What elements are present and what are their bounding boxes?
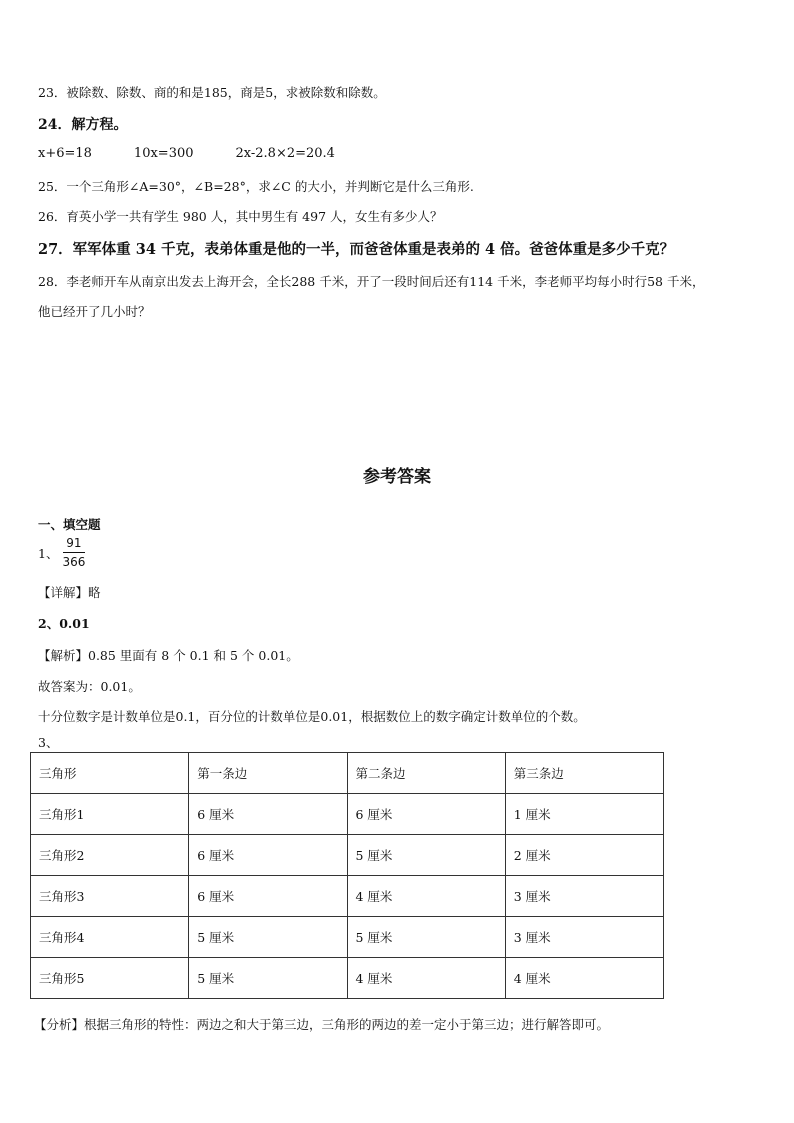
table-header-cell: 第二条边 — [347, 753, 505, 794]
answer-2-label: 2、0.01 — [38, 616, 90, 631]
table-cell: 5 厘米 — [347, 835, 505, 876]
question-23: 23．被除数、除数、商的和是185，商是5，求被除数和除数。 — [38, 85, 386, 100]
question-25: 25．一个三角形∠A=30°，∠B=28°，求∠C 的大小，并判断它是什么三角形. — [38, 179, 474, 194]
table-cell: 5 厘米 — [189, 917, 347, 958]
table-cell: 三角形2 — [31, 835, 189, 876]
table-header-cell: 第一条边 — [189, 753, 347, 794]
table-cell: 4 厘米 — [347, 876, 505, 917]
table-cell: 三角形5 — [31, 958, 189, 999]
table-row — [31, 876, 664, 917]
question-28-line2: 他已经开了几小时？ — [38, 304, 151, 319]
table-cell: 三角形3 — [31, 876, 189, 917]
answers-heading: 参考答案 — [363, 467, 431, 487]
table-header-cell: 三角形 — [31, 753, 189, 794]
answer-2-answer: 故答案为：0.01。 — [38, 679, 141, 694]
equation-1: x+6=18 — [38, 146, 92, 161]
section-fill-blank: 一、填空题 — [38, 517, 101, 532]
table-cell: 6 厘米 — [189, 876, 347, 917]
table-cell: 三角形4 — [31, 917, 189, 958]
table-cell: 3 厘米 — [505, 917, 663, 958]
table-cell: 4 厘米 — [505, 958, 663, 999]
table-cell: 6 厘米 — [189, 794, 347, 835]
question-24: 24．解方程。 — [38, 117, 128, 133]
fraction-numerator: 91 — [63, 536, 84, 553]
answer-2-analysis: 【解析】0.85 里面有 8 个 0.1 和 5 个 0.01。 — [38, 648, 299, 663]
question-26: 26．育英小学一共有学生 980 人，其中男生有 497 人，女生有多少人？ — [38, 209, 443, 224]
answer-3-analysis: 【分析】根据三角形的特性：两边之和大于第三边，三角形的两边的差一定小于第三边；进行解答即可。 — [34, 1017, 610, 1032]
equation-2: 10x=300 — [133, 146, 194, 161]
question-24-equations — [38, 145, 373, 161]
equation-3: 2x-2.8×2=20.4 — [235, 146, 335, 161]
answer-1-label: 1、 — [38, 545, 59, 561]
table-cell: 6 厘米 — [189, 835, 347, 876]
table-cell: 5 厘米 — [189, 958, 347, 999]
table-row — [31, 835, 664, 876]
question-27: 27．军军体重 34 千克，表弟体重是他的一半，而爸爸体重是表弟的 4 倍。爸爸体重是多少千克？ — [38, 241, 675, 258]
table-cell: 3 厘米 — [505, 876, 663, 917]
fraction-denominator: 366 — [62, 555, 86, 569]
answer-1-detail: 【详解】略 — [38, 585, 101, 600]
table-cell: 5 厘米 — [347, 917, 505, 958]
table-row — [31, 794, 664, 835]
triangle-table — [30, 752, 664, 999]
table-cell: 4 厘米 — [347, 958, 505, 999]
table-cell: 2 厘米 — [505, 835, 663, 876]
table-header-cell: 第三条边 — [505, 753, 663, 794]
fraction — [62, 536, 85, 569]
answer-2-note: 十分位数字是计数单位是0.1，百分位的计数单位是0.01，根据数位上的数字确定计数单位的个数。 — [38, 709, 586, 724]
table-header-row — [31, 753, 664, 794]
answer-1-fraction — [38, 536, 85, 569]
answer-3-label: 3、 — [38, 735, 59, 750]
table-cell: 1 厘米 — [505, 794, 663, 835]
question-28-line1: 28．李老师开车从南京出发去上海开会，全长288 千米，开了一段时间后还有114 千米，李老师平均每小时行58 千米， — [38, 274, 705, 289]
table-cell: 三角形1 — [31, 794, 189, 835]
table-row — [31, 917, 664, 958]
table-row — [31, 958, 664, 999]
table-cell: 6 厘米 — [347, 794, 505, 835]
